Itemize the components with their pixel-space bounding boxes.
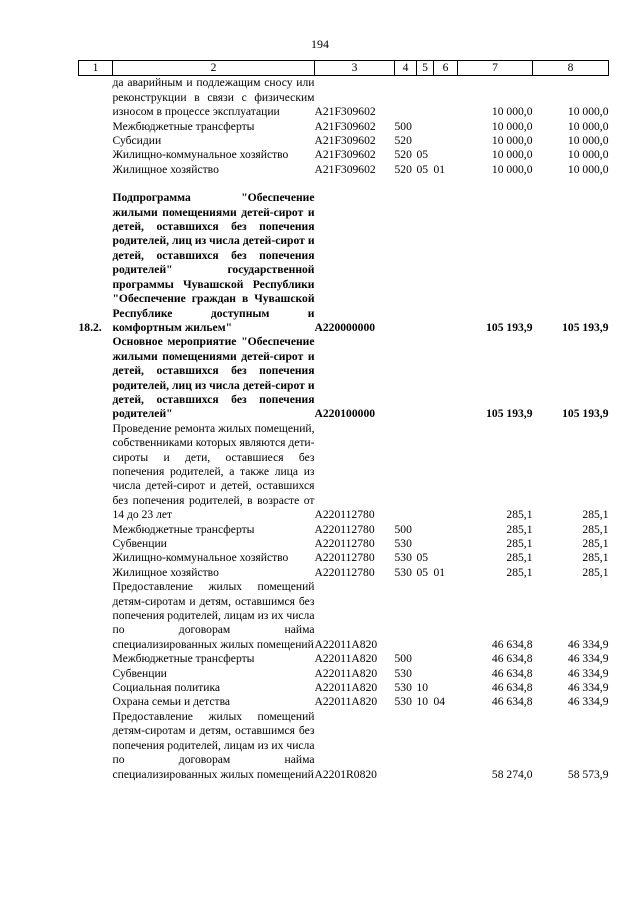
row-sum-1: 10 000,0 xyxy=(491,162,533,176)
row-name: Жилищное хозяйство xyxy=(112,162,219,176)
row-vr xyxy=(395,191,417,335)
row-name: Межбюджетные трансферты xyxy=(112,652,255,666)
table-row xyxy=(79,148,609,162)
row-code: A220112780 xyxy=(314,565,375,579)
row-sum-2: 105 193,9 xyxy=(562,407,609,421)
header-col-5: 5 xyxy=(417,61,434,76)
row-index xyxy=(79,580,113,652)
row-sum-1: 285,1 xyxy=(506,522,533,536)
row-name: Жилищно-коммунальное хозяйство xyxy=(112,551,289,565)
row-vr xyxy=(395,580,417,652)
row-pr: 01 xyxy=(433,162,446,176)
row-rz xyxy=(417,422,434,523)
row-sum-1: 46 634,8 xyxy=(491,637,533,651)
row-rz xyxy=(417,537,434,551)
row-vr xyxy=(395,76,417,120)
table-row xyxy=(79,523,609,537)
row-sum-1: 46 634,8 xyxy=(491,695,533,709)
row-name: Субвенции xyxy=(112,666,167,680)
table-row xyxy=(79,580,609,652)
row-index xyxy=(79,551,113,565)
row-vr: 520 xyxy=(394,134,412,148)
row-sum-2: 285,1 xyxy=(582,551,609,565)
row-rz xyxy=(417,191,434,335)
row-code: A22011A820 xyxy=(314,681,378,695)
row-sum-1: 10 000,0 xyxy=(491,119,533,133)
row-code: A21F309602 xyxy=(314,148,376,162)
table-row xyxy=(79,710,609,782)
table-row xyxy=(79,76,609,120)
page-number: 194 xyxy=(311,37,329,51)
row-sum-2: 285,1 xyxy=(582,508,609,522)
row-pr xyxy=(434,537,458,551)
row-index xyxy=(79,523,113,537)
spacer-cell xyxy=(79,177,609,191)
row-sum-2: 46 334,9 xyxy=(567,652,609,666)
row-sum-2: 10 000,0 xyxy=(567,148,609,162)
row-rz xyxy=(417,120,434,134)
row-vr xyxy=(395,710,417,782)
row-code: A21F309602 xyxy=(314,105,376,119)
row-pr xyxy=(434,652,458,666)
row-index xyxy=(79,652,113,666)
table-row xyxy=(79,422,609,523)
row-name: Предоставление жилых помещений детям-сиротам и детям, оставшимся без попечения родителей, лицам из их числа по договорам найма специализированных жилых помещений xyxy=(112,580,315,651)
row-sum-2: 285,1 xyxy=(582,537,609,550)
row-name: Охрана семьи и детства xyxy=(112,695,231,709)
row-vr: 500 xyxy=(394,119,412,133)
row-rz xyxy=(417,667,434,681)
row-sum-2: 46 334,9 xyxy=(567,637,609,651)
row-pr xyxy=(434,335,458,421)
row-sum-2: 10 000,0 xyxy=(567,162,609,176)
row-sum-2: 10 000,0 xyxy=(567,105,609,119)
row-sum-2: 46 334,9 xyxy=(567,681,609,695)
table-row xyxy=(79,652,609,666)
table-row xyxy=(79,667,609,681)
row-sum-1: 10 000,0 xyxy=(491,134,533,148)
row-sum-1: 46 634,8 xyxy=(491,652,533,666)
row-vr: 530 xyxy=(394,565,412,579)
row-sum-2: 46 334,9 xyxy=(567,666,609,680)
row-pr xyxy=(434,148,458,162)
budget-table xyxy=(78,60,609,782)
row-name: Жилищное хозяйство xyxy=(112,565,219,579)
row-index xyxy=(79,163,113,177)
row-vr: 530 xyxy=(394,681,412,695)
row-pr xyxy=(434,523,458,537)
row-index xyxy=(79,335,113,421)
row-sum-2: 10 000,0 xyxy=(567,119,609,133)
row-vr xyxy=(395,335,417,421)
row-sum-1: 285,1 xyxy=(506,565,533,579)
row-code: A22011A820 xyxy=(314,637,378,651)
row-name: Социальная политика xyxy=(112,681,221,695)
table-row xyxy=(79,695,609,709)
row-code: A21F309602 xyxy=(314,119,376,133)
row-pr xyxy=(434,134,458,148)
row-rz xyxy=(417,134,434,148)
row-sum-2: 46 334,9 xyxy=(567,695,609,709)
row-sum-2: 105 193,9 xyxy=(562,320,609,334)
row-code: A21F309602 xyxy=(314,134,376,148)
row-index xyxy=(79,148,113,162)
table-row xyxy=(79,551,609,565)
row-index xyxy=(79,422,113,523)
row-index xyxy=(79,120,113,134)
row-sum-1: 285,1 xyxy=(506,551,533,565)
header-row xyxy=(79,61,609,76)
row-code: A22011A820 xyxy=(314,652,378,666)
row-name: Субсидии xyxy=(112,134,162,148)
row-index xyxy=(79,667,113,681)
header-col-4: 4 xyxy=(395,61,417,76)
row-index xyxy=(79,681,113,695)
row-name: Межбюджетные трансферты xyxy=(112,119,255,133)
row-sum-1: 46 634,8 xyxy=(491,681,533,695)
row-rz xyxy=(417,652,434,666)
row-vr: 530 xyxy=(394,537,412,550)
table-row xyxy=(79,335,609,421)
row-name: Проведение ремонта жилых помещений, собственниками которых являются дети-сироты и дети, оставшиеся без попечения родителей, а также лица из числа детей-сирот и детей, оставшихся без попечения родителей, в возрасте от 14 до 23 лет xyxy=(112,421,315,522)
row-sum-1: 46 634,8 xyxy=(491,666,533,680)
row-code: A220112780 xyxy=(314,508,375,522)
row-vr: 530 xyxy=(394,551,412,565)
row-rz: 05 xyxy=(416,148,429,162)
row-rz: 10 xyxy=(416,681,429,695)
row-index xyxy=(79,537,113,551)
row-rz xyxy=(417,335,434,421)
row-vr: 500 xyxy=(394,522,412,536)
row-pr: 04 xyxy=(433,695,446,709)
table-row xyxy=(79,191,609,335)
row-name: Предоставление жилых помещений детям-сиротам и детям, оставшимся без попечения родителей, лицам из их числа по договорам найма специализированных жилых помещений xyxy=(112,709,315,781)
row-code: A22011A820 xyxy=(314,666,378,680)
row-rz xyxy=(417,580,434,652)
row-name: да аварийным и подлежащим сносу или реконструкции в связи с физическим износом в процессе эксплуатации xyxy=(112,76,315,119)
row-index xyxy=(79,566,113,580)
row-name: Подпрограмма "Обеспечение жилыми помещениями детей-сирот и детей, оставшихся без попечения родителей, лиц из числа детей-сирот и детей, оставшихся без попечения родителей" государственной программы Чувашской Республики "Обеспечение граждан в Чувашской Республике доступным и комфортным жильем" xyxy=(112,191,315,334)
row-sum-2: 285,1 xyxy=(582,565,609,579)
row-vr xyxy=(395,422,417,523)
row-sum-2: 285,1 xyxy=(582,522,609,536)
row-sum-2: 10 000,0 xyxy=(567,134,609,148)
table-row xyxy=(79,537,609,551)
row-index xyxy=(79,134,113,148)
row-vr: 520 xyxy=(394,162,412,176)
row-pr xyxy=(434,422,458,523)
row-pr xyxy=(434,191,458,335)
row-pr xyxy=(434,551,458,565)
row-sum-1: 285,1 xyxy=(506,537,533,550)
table-row xyxy=(79,681,609,695)
row-pr xyxy=(434,667,458,681)
header-col-1: 1 xyxy=(79,61,113,76)
row-name: Жилищно-коммунальное хозяйство xyxy=(112,148,289,162)
row-pr xyxy=(434,710,458,782)
row-vr: 520 xyxy=(394,148,412,162)
row-index xyxy=(79,695,113,709)
row-index: 18.2. xyxy=(78,320,102,334)
table-body xyxy=(79,76,609,782)
table-row xyxy=(79,120,609,134)
row-rz: 10 xyxy=(416,695,429,709)
row-sum-1: 10 000,0 xyxy=(491,105,533,119)
row-index xyxy=(79,710,113,782)
row-sum-2: 58 573,9 xyxy=(567,767,609,781)
row-rz xyxy=(417,523,434,537)
row-code: A220112780 xyxy=(314,522,375,536)
header-col-7: 7 xyxy=(458,61,533,76)
row-index xyxy=(79,76,113,120)
row-pr xyxy=(434,120,458,134)
row-pr xyxy=(434,76,458,120)
row-rz xyxy=(417,710,434,782)
row-code: A220000000 xyxy=(314,320,376,334)
row-pr xyxy=(434,580,458,652)
table-spacer-row xyxy=(79,177,609,191)
header-col-2: 2 xyxy=(113,61,315,76)
row-rz: 05 xyxy=(416,551,429,565)
row-vr: 530 xyxy=(394,695,412,709)
row-code: A21F309602 xyxy=(314,162,376,176)
row-code: A2201R0820 xyxy=(314,767,377,781)
row-name: Межбюджетные трансферты xyxy=(112,522,255,536)
row-sum-1: 285,1 xyxy=(506,508,533,522)
row-pr: 01 xyxy=(433,565,446,579)
row-pr xyxy=(434,681,458,695)
table-row xyxy=(79,566,609,580)
row-sum-1: 105 193,9 xyxy=(486,407,533,421)
row-rz: 05 xyxy=(416,162,429,176)
table-row xyxy=(79,163,609,177)
row-sum-1: 10 000,0 xyxy=(491,148,533,162)
row-code: A220100000 xyxy=(314,407,376,421)
row-rz xyxy=(417,76,434,120)
row-code: A220112780 xyxy=(314,537,375,550)
table-row xyxy=(79,134,609,148)
row-code: A22011A820 xyxy=(314,695,378,709)
row-vr: 530 xyxy=(394,666,412,680)
header-col-3: 3 xyxy=(315,61,395,76)
header-col-8: 8 xyxy=(533,61,609,76)
header-col-6: 6 xyxy=(434,61,458,76)
row-code: A220112780 xyxy=(314,551,375,565)
row-vr: 500 xyxy=(394,652,412,666)
row-sum-1: 58 274,0 xyxy=(491,767,533,781)
row-rz: 05 xyxy=(416,565,429,579)
row-name: Субвенции xyxy=(112,537,167,550)
row-name: Основное мероприятие "Обеспечение жилыми помещениями детей-сирот и детей, оставшихся без попечения родителей, лиц из числа детей-сирот и детей, оставшихся без попечения родителей" xyxy=(112,335,315,421)
row-sum-1: 105 193,9 xyxy=(486,320,533,334)
